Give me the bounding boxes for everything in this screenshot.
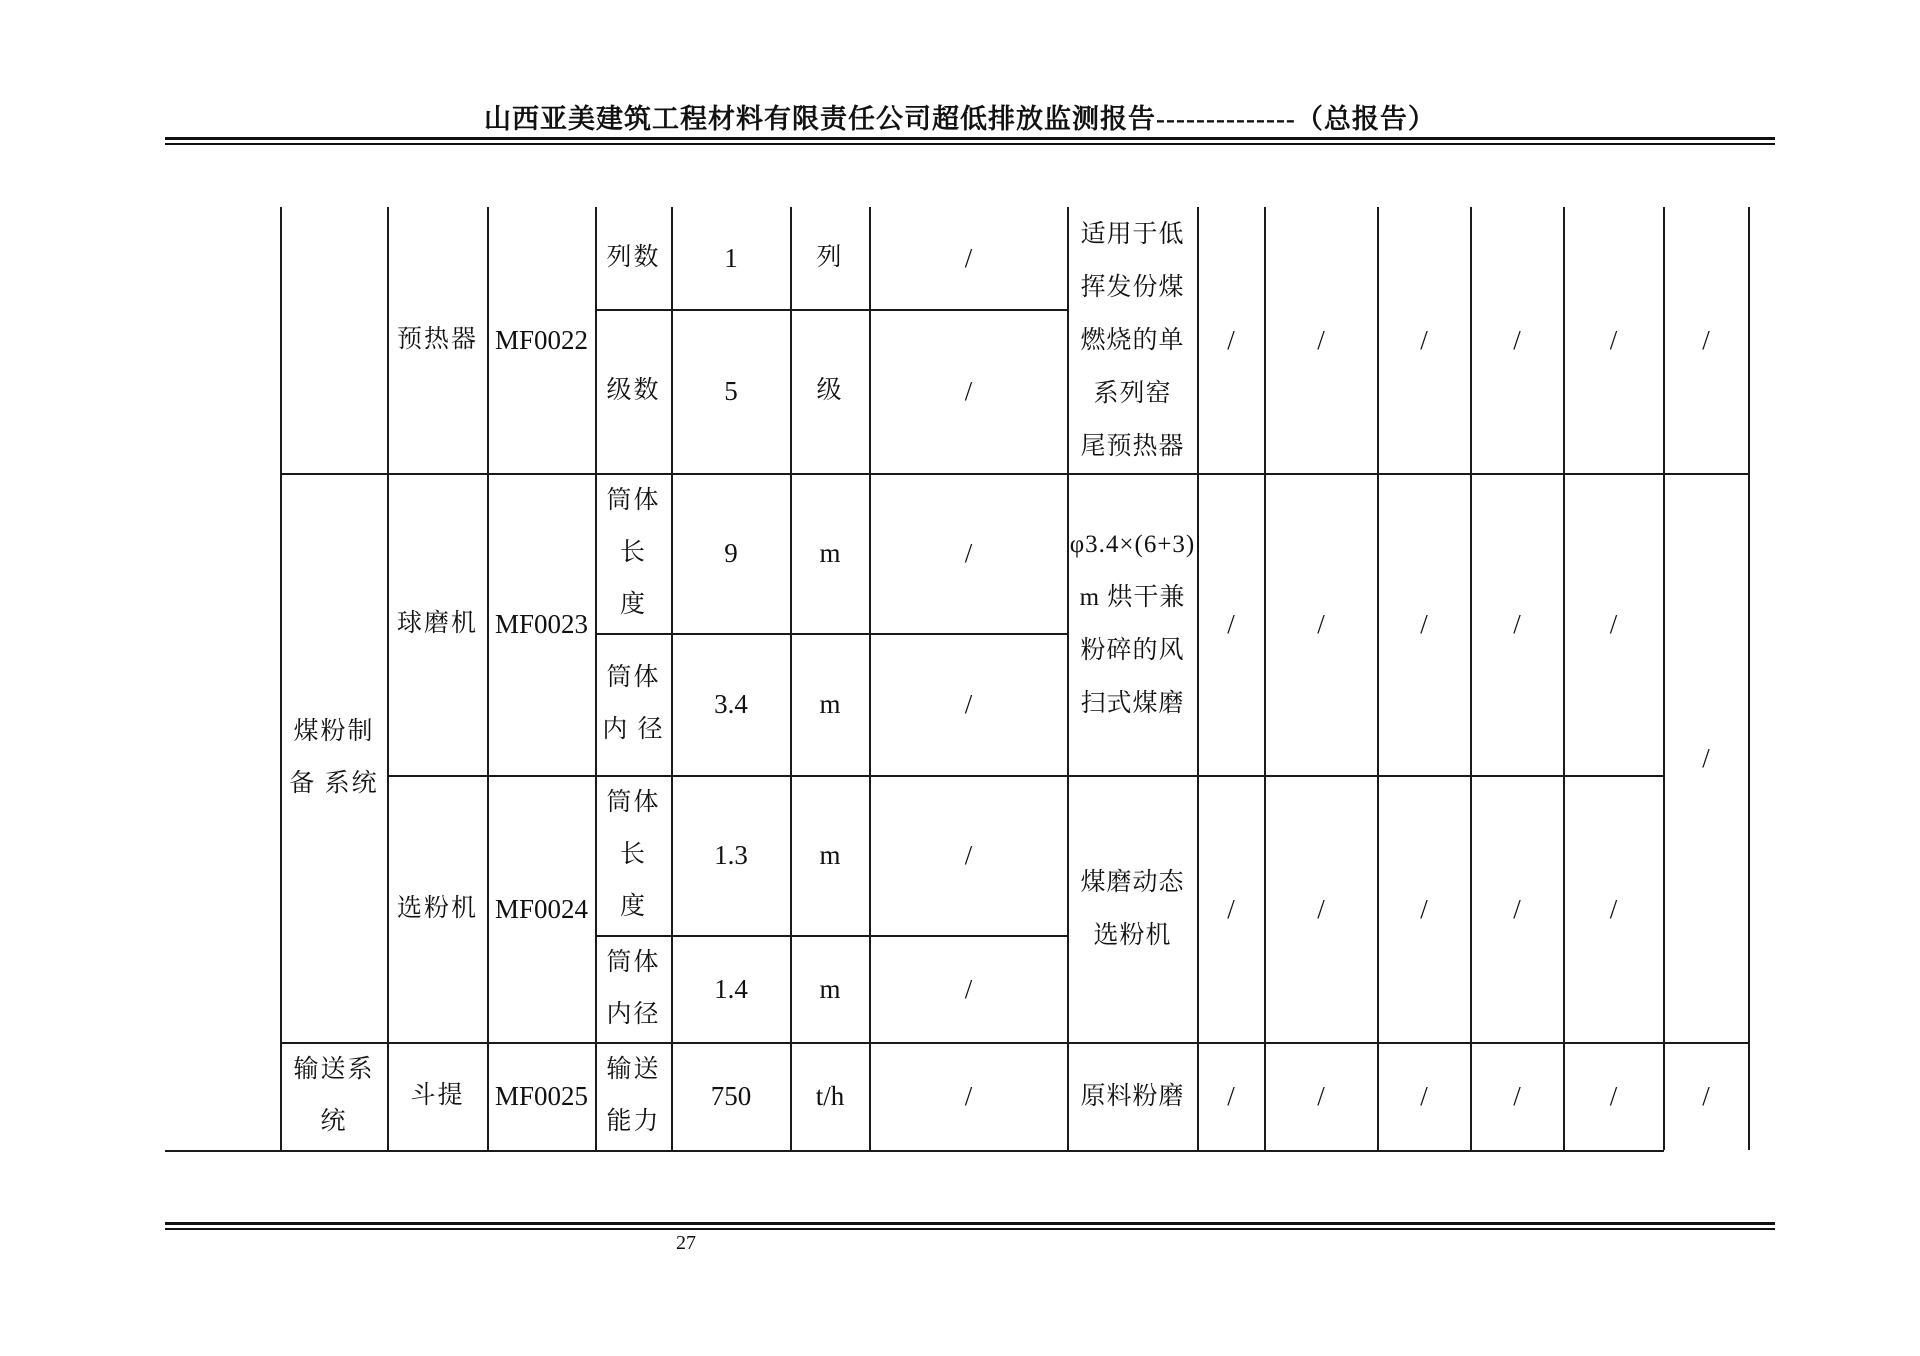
status-mark: / [1420,893,1428,924]
param-note: / [964,1081,973,1111]
param-name: 输送 能力 [606,1056,661,1135]
param-unit: 级 [816,377,844,404]
status-mark: / [1513,325,1521,355]
equipment-name: 斗提 [410,1082,465,1109]
param-name: 筒体 内 径 [602,664,665,743]
param-unit: m [819,689,841,719]
param-value: 9 [724,538,738,568]
equipment-name: 选粉机 [396,894,478,922]
status-mark: / [1420,1081,1428,1111]
param-note: / [964,243,973,273]
equipment-description: 煤磨动态 选粉机 [1080,868,1185,949]
param-value: 750 [710,1081,752,1111]
status-mark: / [1317,1081,1325,1111]
param-name: 筒体 长 度 [606,487,661,618]
param-unit: m [819,840,841,870]
equipment-description: 适用于低 挥发份煤 燃烧的单 系列窑 尾预热器 [1080,220,1185,460]
param-unit: t/h [815,1081,845,1111]
footer-rule [165,1222,1775,1225]
status-mark: / [1609,609,1618,639]
param-value: 1 [724,243,738,273]
param-note: / [964,973,973,1004]
param-note: / [964,840,973,870]
equipment-name: 预热器 [396,326,478,353]
page-number: 27 [676,1232,696,1254]
equipment-code: MF0022 [494,325,589,355]
param-unit: 列 [816,244,844,271]
param-unit: m [819,973,841,1004]
status-mark: / [1227,1081,1235,1111]
equipment-code: MF0025 [494,1081,589,1111]
status-mark: / [1513,609,1521,639]
status-mark: / [1317,893,1325,924]
page-title: 山西亚美建筑工程材料有限责任公司超低排放监测报告--------------（总报告） [484,104,1436,134]
status-mark: / [1420,609,1428,639]
equipment-description: 原料粉磨 [1080,1082,1185,1110]
status-mark: / [1420,325,1428,355]
param-value: 1.3 [714,840,748,870]
param-note: / [964,376,973,406]
status-mark: / [1513,1081,1521,1111]
equipment-description: φ3.4×(6+3) m 烘干兼 粉碎的风 扫式煤磨 [1069,531,1196,717]
equipment-code: MF0023 [494,609,589,639]
equipment-name: 球磨机 [396,610,478,637]
system-name: 输送系 统 [293,1056,375,1135]
status-mark: / [1317,325,1325,355]
param-name: 列数 [606,244,661,271]
footer-rule [165,1228,1775,1230]
status-mark: / [1227,325,1235,355]
param-unit: m [819,538,841,568]
table-gridline [1748,207,1750,1150]
param-note: / [964,689,973,719]
status-mark: / [1513,893,1521,924]
param-name: 筒体 内径 [606,948,661,1028]
param-name: 筒体 长 度 [606,789,661,920]
system-status: / [1702,325,1710,355]
status-mark: / [1609,325,1618,355]
param-value: 5 [724,376,738,406]
param-value: 1.4 [714,973,748,1004]
status-mark: / [1227,609,1235,639]
status-mark: / [1227,893,1235,924]
status-mark: / [1609,893,1618,924]
table-gridline [165,1150,1664,1152]
status-mark: / [1609,1081,1618,1111]
equipment-code: MF0024 [494,893,589,924]
param-note: / [964,538,973,568]
system-status: / [1702,1081,1710,1111]
param-name: 级数 [606,377,661,404]
status-mark: / [1317,609,1325,639]
system-name: 煤粉制 备 系统 [289,717,379,797]
system-status: / [1702,742,1710,773]
param-value: 3.4 [714,689,748,719]
